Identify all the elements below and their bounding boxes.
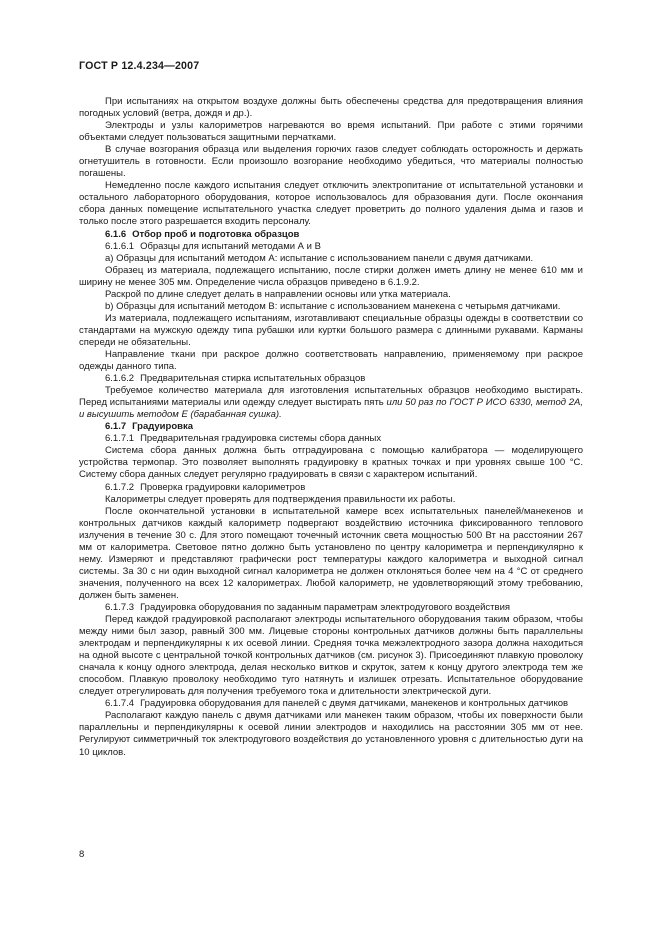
subsection-title: Проверка градуировки калориметров: [140, 481, 306, 493]
paragraph: Немедленно после каждого испытания следует отключить электропитание от испытательной установки и остального лабораторного оборудования, которое использовалось для образования дуги. После окончания сбора данных помещение испытательного участка следует проветрить до полного удаления дыма и газов и только после этого разрешается входить персоналу.: [79, 180, 583, 228]
subsection-number: 6.1.7.4: [105, 698, 135, 710]
subsection-heading: [79, 373, 583, 385]
page-number: 8: [79, 849, 85, 860]
document-header: ГОСТ Р 12.4.234—2007: [79, 60, 200, 72]
subsection-title: Образцы для испытаний методами А и В: [140, 240, 321, 252]
section-title: Отбор проб и подготовка образцов: [132, 228, 300, 240]
section-number: 6.1.7: [105, 421, 127, 433]
paragraph: b) Образцы для испытаний методом В: испытание с использованием манекена с четырьмя датчиками.: [105, 300, 561, 312]
subsection-number: 6.1.7.1: [105, 433, 135, 445]
subsection-heading: [79, 698, 583, 710]
section-title: Градуировка: [132, 421, 194, 433]
paragraph: Из материала, подлежащего испытаниям, изготавливают специальные образцы одежды в соответствии со стандартами на мужскую одежду типа рубашки или куртки большого размера с длинными рукавами. Карманы спереди не обязательны.: [79, 312, 583, 348]
paragraph: После окончательной установки в испытательной камере всех испытательных панелей/манекенов и контрольных датчиков каждый калориметр подвергают воздействию источника фиксированного теплового излучения в течение 30 с. Для этого помещают точечный источник света мощностью 500 Вт на расстоянии 267 мм от калориметра. Световое пятно должно быть установлено по центру калориметра и перпендикулярно к нему. Измеряют и представляют графически рост температуры каждого калориметра и выходной сигнал системы. За 30 с ни один выходной сигнал калориметра не должен отклоняться более чем на 4 °С от среднего значения, полученного на всех 12 калориметрах. Любой калориметр, не удовлетворяющий этому требованию, должен быть заменен.: [79, 505, 583, 601]
paragraph: [79, 385, 583, 421]
paragraph-italic-text: или 50 раз по ГОСТ Р ИСО 6330, метод 2А, и высушить методом Е (барабанная сушка).: [79, 397, 584, 421]
subsection-title: Градуировка оборудования по заданным параметрам электродугового воздействия: [140, 601, 511, 613]
subsection-number: 6.1.6.1: [105, 240, 135, 252]
paragraph: Направление ткани при раскрое должно соответствовать направлению, применяемому при раскрое одежды данного типа.: [79, 348, 583, 373]
paragraph-text: Требуемое количество материала для изготовления испытательных образцов необходимо выстирать. Перед испытаниями материалы или одежду следует выстирать пять: [79, 385, 583, 409]
subsection-heading: [79, 482, 583, 494]
subsection-heading: [79, 241, 583, 253]
subsection-heading: [79, 433, 583, 445]
subsection-title: Предварительная стирка испытательных образцов: [140, 373, 366, 385]
subsection-heading: [79, 602, 583, 614]
paragraph: Система сбора данных должна быть отградуирована с помощью калибратора — моделирующего устройства термопар. Это позволяет выполнять градуировку в кратных точках и при уровнях свыше 100 °С. Систему сбора данных следует регулярно градуировать в связи с характером испытаний.: [79, 445, 583, 481]
section-heading: [79, 421, 583, 433]
subsection-number: 6.1.6.2: [105, 373, 135, 385]
paragraph: Калориметры следует проверять для подтверждения правильности их работы.: [105, 493, 456, 505]
section-number: 6.1.6: [105, 228, 127, 240]
paragraph: Образец из материала, подлежащего испытанию, после стирки должен иметь длину не менее 610 мм и ширину не менее 305 мм. Определение числа образцов приведено в 6.1.9.2.: [79, 264, 583, 288]
subsection-title: Градуировка оборудования для панелей с двумя датчиками, манекенов и контрольных датчиков: [140, 698, 569, 710]
paragraph: а) Образцы для испытаний методом А: испытание с использованием панели с двумя датчиками.: [105, 252, 534, 264]
paragraph: В случае возгорания образца или выделения горючих газов следует соблюдать осторожность и держать огнетушитель в готовности. Если произошло возгорание необходимо убедиться, что материалы полностью погашены.: [79, 144, 583, 180]
subsection-title: Предварительная градуировка системы сбора данных: [140, 433, 382, 445]
paragraph: При испытаниях на открытом воздухе должны быть обеспечены средства для предотвращения влияния погодных условий (ветра, дождя и др.).: [79, 96, 583, 120]
paragraph: Располагают каждую панель с двумя датчиками или манекен таким образом, чтобы их поверхности были параллельны и перпендикулярны к осевой линии электродов и находились на расстоянии 305 мм от нее. Регулируют симметричный ток электродугового воздействия до установленного уровня с длительностью дуги на 10 циклов.: [79, 710, 583, 758]
subsection-number: 6.1.7.3: [105, 601, 135, 613]
paragraph: Перед каждой градуировкой располагают электроды испытательного оборудования таким образом, чтобы между ними был зазор, равный 300 мм. Лицевые стороны контрольных датчиков должны быть параллельны электродам и перпендикулярны к их осевой линии. Средняя точка межэлектродного зазора должна находиться на одной высоте с центральной точкой контрольных датчиков (см. рисунок 3). Присоединяют плавкую проволоку сначала к концу одного электрода, делая несколько витков и скруток, затем к концу другого электрода тем же способом. Плавкую проволоку необходимо туго натянуть и излишек отрезать. Испытательное оборудование следует отрегулировать для получения требуемого тока и длительности электрической дуги.: [79, 614, 583, 698]
subsection-number: 6.1.7.2: [105, 481, 135, 493]
section-heading: [79, 229, 583, 241]
paragraph: Электроды и узлы калориметров нагреваются во время испытаний. При работе с этими горячими объектами следует пользоваться защитными перчатками.: [79, 120, 583, 144]
paragraph: Раскрой по длине следует делать в направлении основы или утка материала.: [105, 288, 451, 300]
document-body: [79, 96, 583, 759]
